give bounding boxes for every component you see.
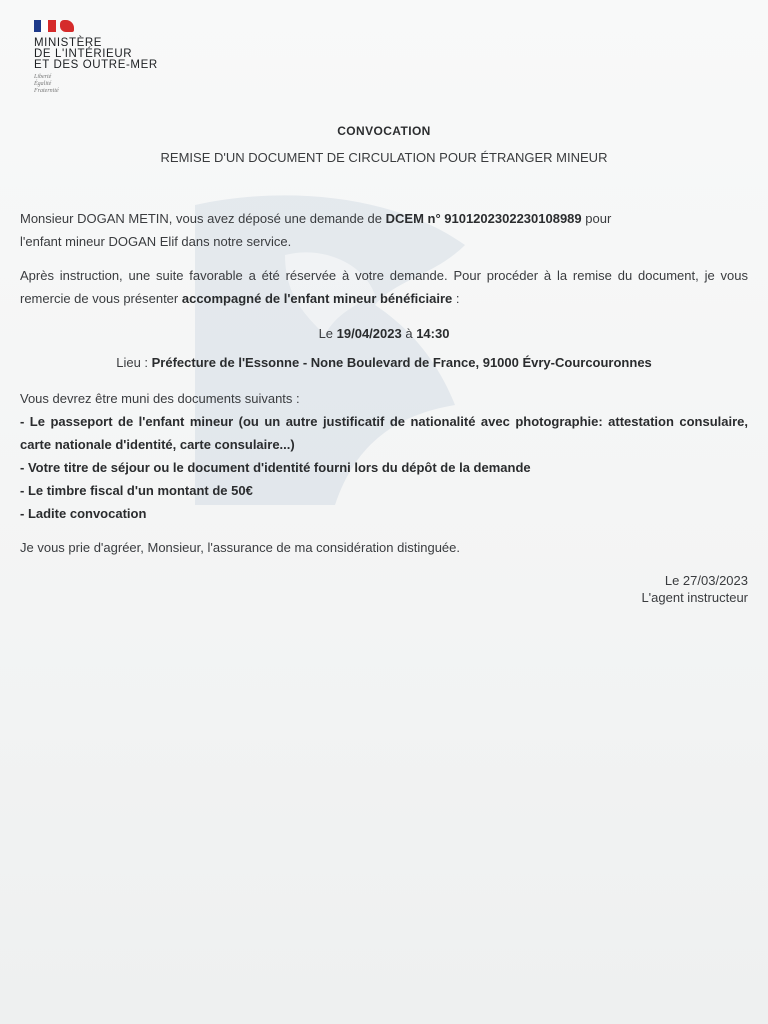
appointment-place [20,351,748,374]
signature-date: Le 27/03/2023 [664,573,748,588]
signature-role: L'agent instructeur [641,590,748,605]
motto-line-1: Liberté [34,74,52,80]
document-title: CONVOCATION [337,124,431,138]
dcem-number: DCEM n° 9101202302230108989 [385,211,582,226]
signature-block [20,572,748,606]
ministry-line-2: DE L'INTÉRIEUR [34,48,133,60]
appointment-time-value: 14:30 [416,326,450,341]
instruction-end: : [452,291,460,306]
instruction-paragraph [20,264,748,310]
request-suffix: pour [581,211,612,226]
date-prefix: Le [318,326,337,341]
closing-sentence: Je vous prie d'agréer, Monsieur, l'assurance de ma considération distinguée. [20,540,460,555]
appointment-place-value: Préfecture de l'Essonne - None Boulevard de France, 91000 Évry-Courcouronnes [151,355,652,370]
document-subtitle: REMISE D'UN DOCUMENT DE CIRCULATION POUR ÉTRANGER MINEUR [160,150,608,165]
date-at: à [401,326,417,341]
list-item-residence-permit: - Votre titre de séjour ou le document d'identité fourni lors du dépôt de la demande [20,460,531,475]
list-item-convocation: - Ladite convocation [20,506,147,521]
motto-line-2: Égalité [34,81,52,87]
request-prefix: Monsieur DOGAN METIN, vous avez déposé une demande de [20,211,386,226]
list-item-tax-stamp: - Le timbre fiscal d'un montant de 50€ [20,483,253,498]
appointment-date-value: 19/04/2023 [336,326,402,341]
ministry-line-3: ET DES OUTRE-MER [34,59,158,71]
republic-motto [34,74,158,95]
request-paragraph [20,207,748,253]
list-item-passport: - Le passeport de l'enfant mineur (ou un autre justificatif de nationalité avec photographie: attestation consulaire, carte nationale d'identité, carte consulaire...) [20,414,748,452]
ministry-header [34,20,158,95]
request-text [20,207,748,230]
marianne-icon [60,20,74,32]
place-prefix: Lieu : [116,355,152,370]
ministry-line-1: MINISTÈRE [34,37,103,49]
documents-intro: Vous devrez être muni des documents suivants : [20,391,300,406]
instruction-text: Après instruction, une suite favorable a été réservée à votre demande. Pour procéder à la remise du document, je vous remercie de vous présenter [20,268,748,306]
request-line-2: l'enfant mineur DOGAN Elif dans notre service. [20,234,292,249]
republic-logo [34,20,158,32]
flag-icon [34,20,56,32]
ministry-name [34,38,158,71]
appointment-date [20,322,748,345]
documents-list [20,387,748,525]
motto-line-3: Fraternité [34,88,59,94]
instruction-bold: accompagné de l'enfant mineur bénéficiaire [181,291,453,306]
